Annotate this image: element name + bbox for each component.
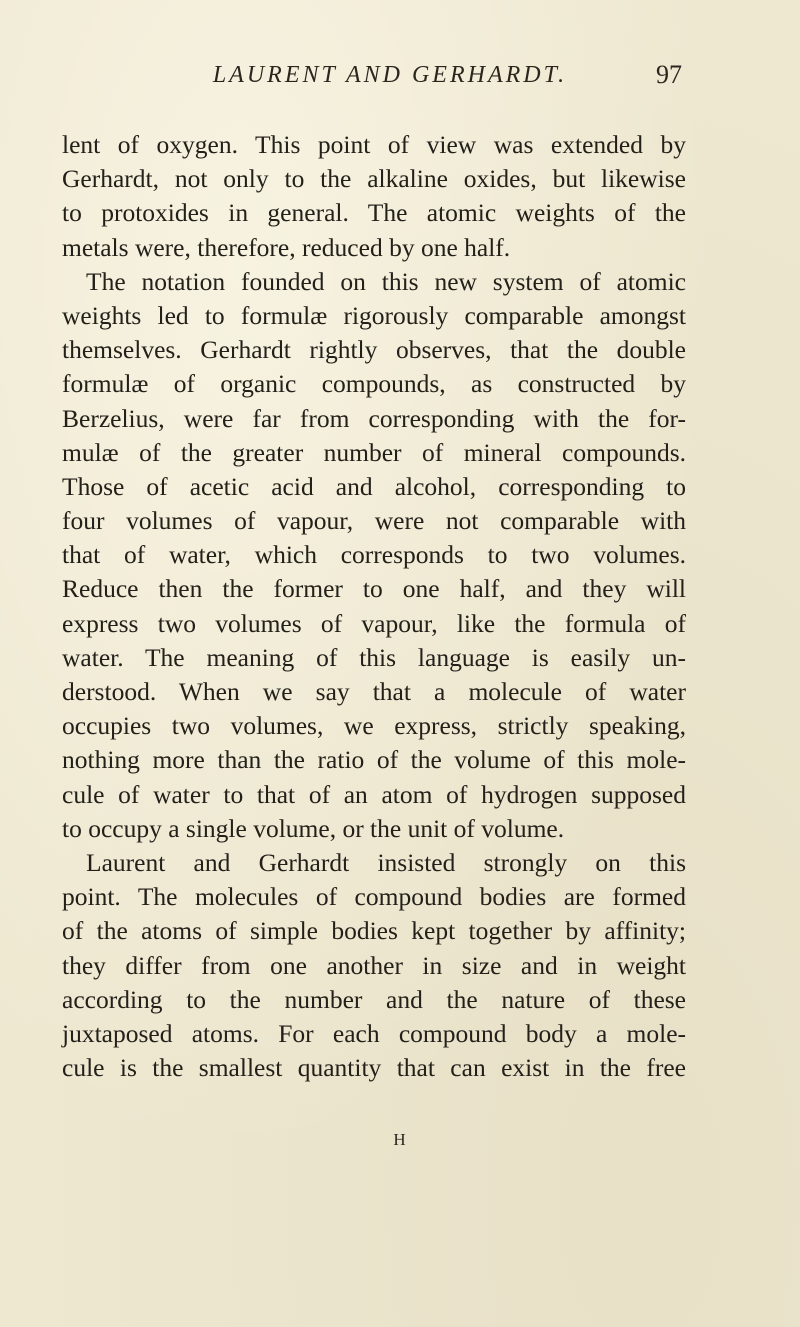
text-line: they differ from one another in size and in weight xyxy=(62,950,686,980)
text-line: according to the number and the nature of these xyxy=(62,984,686,1014)
text-line: lent of oxygen. This point of view was extended by xyxy=(62,130,686,159)
body-text xyxy=(62,128,686,1085)
text-line: to occupy a single volume, or the unit of volume. xyxy=(62,813,565,843)
text-line: point. The molecules of compound bodies are formed xyxy=(62,882,686,912)
text-line: to protoxides in general. The atomic weights of the xyxy=(62,198,686,228)
text-line: derstood. When we say that a molecule of water xyxy=(62,677,686,706)
text-line: themselves. Gerhardt rightly observes, that the double xyxy=(62,335,686,365)
text-line: Those of acetic acid and alcohol, corresponding to xyxy=(62,471,686,501)
signature-mark: H xyxy=(393,1130,407,1149)
text-line: water. The meaning of this language is easily un- xyxy=(62,642,686,672)
text-line: metals were, therefore, reduced by one half. xyxy=(62,232,511,262)
text-line: juxtaposed atoms. For each compound body a mole- xyxy=(62,1018,686,1048)
text-line: four volumes of vapour, were not comparable with xyxy=(62,506,686,536)
text-line: cule of water to that of an atom of hydrogen supposed xyxy=(62,779,686,809)
text-line: that of water, which corresponds to two volumes. xyxy=(62,540,686,570)
text-line: of the atoms of simple bodies kept together by affinity; xyxy=(62,916,686,946)
text-line: weights led to formulæ rigorously comparable amongst xyxy=(62,300,686,330)
text-line: Laurent and Gerhardt insisted strongly on this xyxy=(86,847,686,877)
text-line: formulæ of organic compounds, as constructed by xyxy=(62,369,686,399)
text-line: cule is the smallest quantity that can exist in the free xyxy=(62,1053,686,1083)
text-line: Berzelius, were far from corresponding with the for- xyxy=(62,403,686,433)
text-line: express two volumes of vapour, like the formula of xyxy=(62,608,686,638)
page-number: 97 xyxy=(656,60,682,89)
text-line: nothing more than the ratio of the volume of this mole- xyxy=(62,745,686,775)
text-line: mulæ of the greater number of mineral compounds. xyxy=(62,437,686,467)
running-head xyxy=(0,55,800,95)
text-line: Gerhardt, not only to the alkaline oxides, but likewise xyxy=(62,164,686,194)
text-line: The notation founded on this new system of atomic xyxy=(86,266,686,296)
text-line: occupies two volumes, we express, strictly speaking, xyxy=(62,711,686,741)
text-line: Reduce then the former to one half, and they will xyxy=(62,574,686,604)
running-title: LAURENT AND GERHARDT. xyxy=(212,62,568,88)
